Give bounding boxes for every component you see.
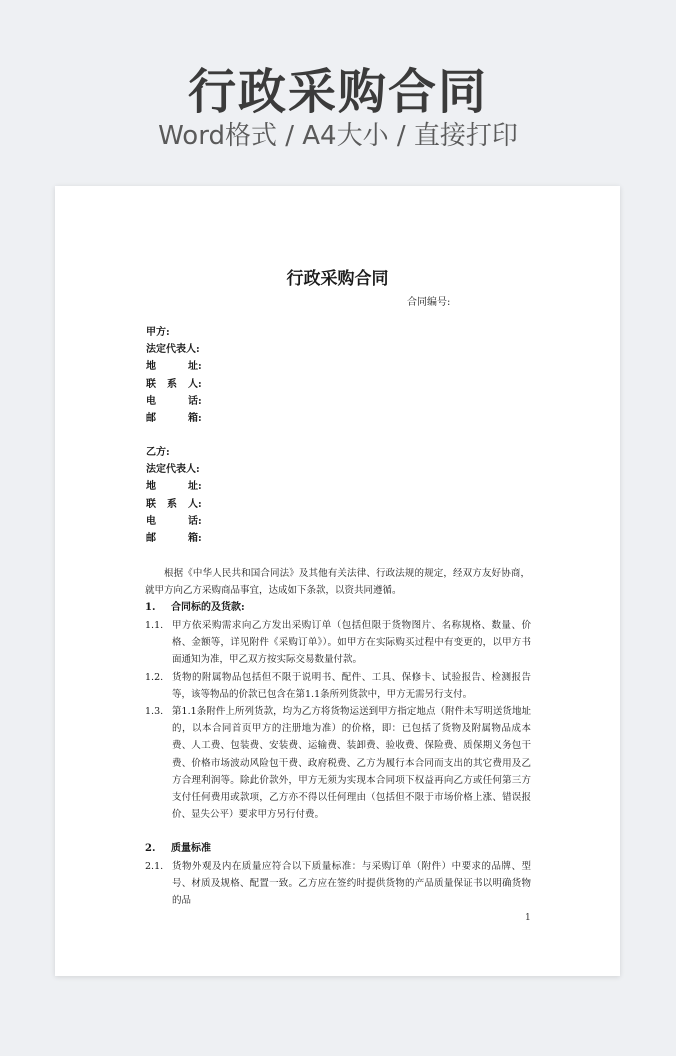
- party-a-block: 甲方: 法定代表人 : 地 址 : 联 系 人 : 电 话 : 邮 箱 :: [146, 324, 202, 427]
- section-1-heading: [145, 599, 245, 616]
- section-2-heading: [145, 840, 211, 857]
- section-2-number: 2.: [145, 843, 156, 854]
- party-a-phone-label: 电 话: [146, 395, 198, 407]
- section-2-title: 质量标准: [171, 843, 211, 854]
- clause-1-3: [145, 703, 531, 823]
- clause-text: 货物的附属物品包括但不限于说明书、配件、工具、保修卡、试验报告、检测报告等，该等物品的价款已包含在第1.1条所列货款中，甲方无需另行支付。: [172, 672, 531, 701]
- party-a-representative-label: 法定代表人: [146, 344, 196, 356]
- party-b-heading: 乙方:: [146, 447, 170, 458]
- party-a-contact-label: 联 系 人: [146, 378, 198, 390]
- clause-1-2: [145, 669, 531, 703]
- section-1-title: 合同标的及货款:: [171, 602, 245, 613]
- banner-title: 行政采购合同: [187, 64, 488, 120]
- party-b-representative-label: 法定代表人: [146, 464, 196, 476]
- clause-number: 1.1.: [145, 620, 164, 631]
- party-a-email-label: 邮 箱: [146, 412, 198, 424]
- clause-number: 2.1.: [145, 861, 164, 872]
- party-b-email-label: 邮 箱: [146, 532, 198, 544]
- page-number: 1: [525, 913, 531, 923]
- party-a-heading: 甲方:: [146, 327, 170, 338]
- contract-number-label: 合同编号:: [407, 297, 451, 308]
- clause-number: 1.2.: [145, 672, 164, 683]
- party-b-block: 乙方: 法定代表人 : 地 址 : 联 系 人 : 电 话 : 邮 箱 :: [146, 444, 202, 547]
- party-b-address-label: 地 址: [146, 481, 198, 493]
- clause-2-1: [145, 858, 531, 910]
- banner-subtitle: Word格式 / A4大小 / 直接打印: [158, 121, 518, 151]
- party-b-contact-label: 联 系 人: [146, 498, 198, 510]
- clause-number: 1.3.: [145, 706, 164, 717]
- section-1-number: 1.: [145, 602, 156, 613]
- clause-text: 甲方依采购需求向乙方发出采购订单（包括但限于货物图片、名称规格、数量、价格、金额等，详见附件《采购订单》）。如甲方在实际购买过程中有变更的，以甲方书面通知为准，甲乙双方按实际交易数量付款。: [172, 620, 531, 666]
- intro-paragraph: 根据《中华人民共和国合同法》及其他有关法律、行政法规的规定，经双方友好协商，就甲方向乙方采购商品事宜，达成如下条款，以资共同遵循。: [145, 568, 530, 597]
- document-page: [55, 186, 620, 976]
- party-a-address-label: 地 址: [146, 361, 198, 373]
- clause-text: 货物外观及内在质量应符合以下质量标准：与采购订单（附件）中要求的品牌、型号、材质及规格、配置一致。乙方应在签约时提供货物的产品质量保证书以明确货物的品: [172, 861, 531, 907]
- clause-1-1: [145, 617, 531, 669]
- clause-text: 第1.1条附件上所列货款，均为乙方将货物运送到甲方指定地点（附件未写明送货地址的，以本合同首页甲方的注册地为准）的价格，即：已包括了货物及附属物品成本费、人工费、包装费、安装费、运输费、装卸费、验收费、保险费、质保期义务包干费、价格市场波动风险包干费、政府税费、乙方为履行本合同而支出的其它费用及乙方合理利润等。除此价款外，甲方无须为实现本合同项下权益再向乙方或任何第三方支付任何费用或款项，乙方亦不得以任何理由（包括但不限于市场价格上涨、错误报价、显失公平）要求甲方另行付费。: [172, 706, 531, 821]
- party-b-phone-label: 电 话: [146, 515, 198, 527]
- document-title: 行政采购合同: [286, 269, 389, 289]
